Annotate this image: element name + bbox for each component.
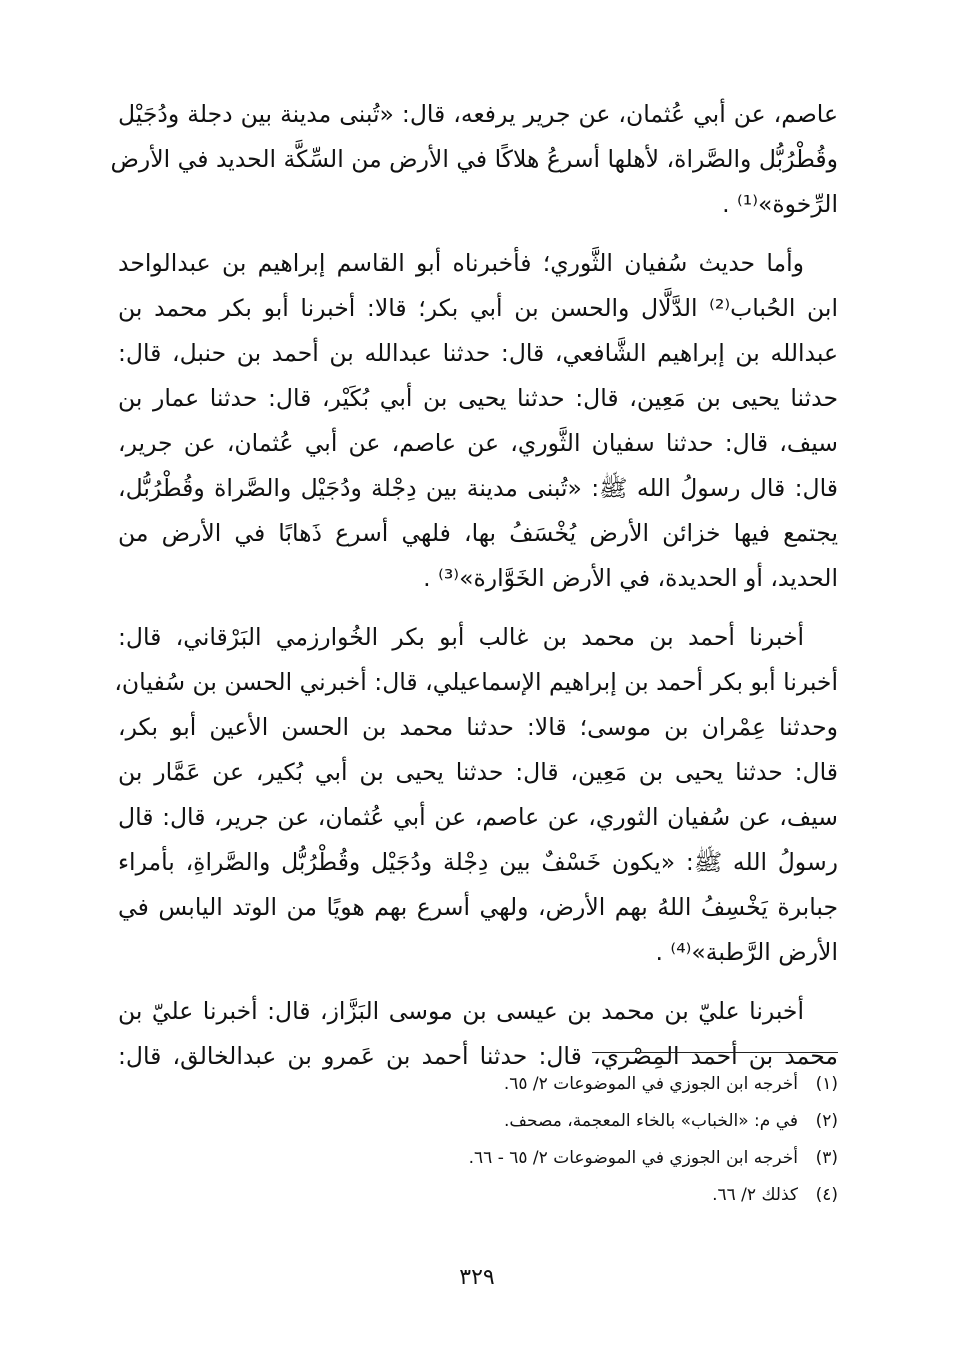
- text-line: يجتمع فيها خزائن الأرض يُخْسَفُ بها، فلهي أسرع ذَهابًا في الأرض من: [118, 519, 838, 547]
- text-line: أخبرنا أحمد بن محمد بن غالب أبو بكر الخُوارزمي البَرْقاني، قال:: [118, 623, 804, 651]
- text-line: وقُطْرُبُّل والصَّراة، لأهلها أسرعُ هلاكًا في الأرض من السِّكَّة الحديد في الأرض: [110, 145, 838, 173]
- text-line: حدثنا يحيى بن مَعِين، قال: حدثنا يحيى بن أبي بُكَيْر، قال: حدثنا عمار بن: [118, 384, 838, 412]
- footnote-number: (٣): [815, 1148, 838, 1168]
- text-line: قال: قال رسولُ الله ﷺ: «تُبنى مدينة بين دِجْلة ودُجَيْل والصَّراة وقُطْرُبُّل،: [118, 474, 838, 502]
- footnote-text: أخرجه ابن الجوزي في الموضوعات ٢/ ٦٥ - ٦٦.: [468, 1148, 798, 1168]
- footnote-number: (٤): [815, 1185, 838, 1205]
- footnotes: [330, 1066, 838, 1214]
- text-line: قال: حدثنا يحيى بن مَعِين، قال: حدثنا يحيى بن أبي بُكير، عن عَمَّار بن: [118, 758, 838, 786]
- footnote-3: [330, 1140, 838, 1177]
- footnote-number: (١): [815, 1074, 838, 1094]
- text-line: عبدالله بن إبراهيم الشَّافعي، قال: حدثنا عبدالله بن أحمد بن حنبل، قال:: [118, 339, 838, 367]
- footnote-separator: [592, 1052, 838, 1053]
- text-line: محمد بن أحمد المِصْري، قال: حدثنا أحمد بن عَمرو بن عبدالخالق، قال:: [118, 1042, 838, 1070]
- text-line: وأما حديث سُفيان الثَّوري؛ فأخبرناه أبو القاسم إبراهيم بن عبدالواحد: [118, 249, 804, 277]
- footnote-2: [330, 1103, 838, 1140]
- text-line: ابن الحُباب⁽²⁾ الدَّلَّال والحسن بن أبي بكر؛ قالا: أخبرنا أبو بكر محمد بن: [118, 294, 838, 322]
- footnote-text: في م: «الخباب» بالخاء المعجمة، مصحف.: [504, 1111, 798, 1131]
- text-line: عاصم، عن أبي عُثمان، عن جرير يرفعه، قال: «تُبنى مدينة بين دجلة ودُجَيْل: [118, 100, 838, 128]
- footnote-1: [330, 1066, 838, 1103]
- page-body: [110, 92, 838, 1093]
- text-line: الحديد، أو الحديدة، في الأرض الخَوَّارة»⁽³⁾ .: [423, 564, 838, 592]
- text-line: أخبرنا عليّ بن محمد بن عيسى بن موسى البَزَّاز، قال: أخبرنا عليّ بن: [118, 997, 804, 1025]
- text-line: سيف، قال: حدثنا سفيان الثَّوري، عن عاصم، عن أبي عُثمان، عن جرير،: [118, 429, 838, 457]
- text-line: وحدثنا عِمْران بن موسى؛ قالا: حدثنا محمد بن الحسن الأعين أبو بكر،: [118, 713, 838, 741]
- text-line: سيف، عن سُفيان الثوري، عن عاصم، عن أبي عُثمان، عن جرير، قال: قال: [118, 803, 838, 831]
- footnote-text: أخرجه ابن الجوزي في الموضوعات ٢/ ٦٥.: [503, 1074, 798, 1094]
- paragraph-1: [110, 92, 838, 227]
- footnote-4: [330, 1177, 838, 1214]
- text-line: الرِّخوة»⁽¹⁾ .: [722, 190, 838, 218]
- page-number: ٣٢٩: [459, 1265, 495, 1290]
- text-line: رسولُ الله ﷺ: «يكون خَسْفٌ بين دِجْلة ودُجَيْل وقُطْرُبُّل والصَّراةِ، بأمراء: [118, 848, 838, 876]
- paragraph-2: [118, 241, 838, 601]
- footnote-number: (٢): [815, 1111, 838, 1131]
- text-line: جبابرة يَخْسِفُ اللهُ بهم الأرض، ولهي أسرع بهم هويًا من الوتد اليابس في: [118, 893, 838, 921]
- footnote-text: كذلك ٢/ ٦٦.: [712, 1185, 798, 1205]
- text-line: أخبرنا أبو بكر أحمد بن إبراهيم الإسماعيلي، قال: أخبرني الحسن بن سُفيان،: [114, 668, 838, 696]
- paragraph-3: [114, 615, 838, 975]
- text-line: الأرض الرَّطبة»⁽⁴⁾ .: [655, 938, 838, 966]
